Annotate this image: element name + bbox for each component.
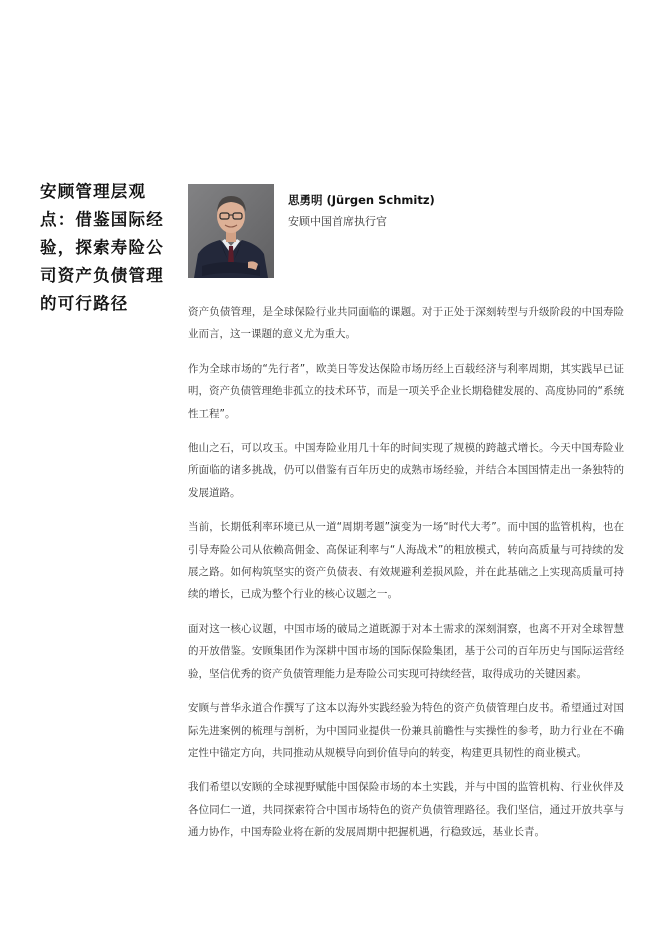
paragraph: 安顾与普华永道合作撰写了这本以海外实践经验为特色的资产负债管理白皮书。希望通过对国际先进案例的梳理与剖析，为中国同业提供一份兼具前瞻性与实操性的参考，助力行业在不确定性中锚定方向，共同推动从规模导向到价值导向的转变，构建更具韧性的商业模式。 [188, 702, 624, 759]
author-role: 安顾中国首席执行官 [288, 215, 387, 228]
paragraph: 他山之石，可以攻玉。中国寿险业用几十年的时间实现了规模的跨越式增长。今天中国寿险业所面临的诸多挑战，仍可以借鉴有百年历史的成熟市场经验，并结合本国国情走出一条独特的发展道路。 [188, 442, 624, 499]
article-title: 安顾管理层观点：借鉴国际经验，探索寿险公司资产负债管理的可行路径 [40, 182, 164, 313]
paragraph: 资产负债管理，是全球保险行业共同面临的课题。对于正处于深刻转型与升级阶段的中国寿险业而言，这一课题的意义尤为重大。 [188, 306, 624, 341]
paragraph: 当前，长期低利率环境已从一道“周期考题”演变为一场“时代大考”。而中国的监管机构，也在引导寿险公司从依赖高佣金、高保证利率与“人海战术”的粗放模式，转向高质量与可持续的发展之路。如何构筑坚实的资产负债表、有效规避利差损风险，并在此基础之上实现高质量可持续的增长，已成为整个行业的核心议题之一。 [188, 521, 624, 601]
author-portrait [188, 184, 274, 278]
paragraph: 作为全球市场的“先行者”，欧美日等发达保险市场历经上百载经济与利率周期，其实践早已证明，资产负债管理绝非孤立的技术环节，而是一项关乎企业长期稳健发展的、高度协同的“系统性工程”。 [188, 362, 624, 420]
article-body [188, 301, 624, 856]
author-name: 思勇明 (Jürgen Schmitz) [288, 193, 435, 207]
paragraph: 我们希望以安顾的全球视野赋能中国保险市场的本土实践，并与中国的监管机构、行业伙伴及各位同仁一道，共同探索符合中国市场特色的资产负债管理路径。我们坚信，通过开放共享与通力协作，中国寿险业将在新的发展周期中把握机遇，行稳致远，基业长青。 [188, 781, 624, 839]
paragraph: 面对这一核心议题，中国市场的破局之道既源于对本土需求的深刻洞察，也离不开对全球智慧的开放借鉴。安顾集团作为深耕中国市场的国际保险集团，基于公司的百年历史与国际运营经验，坚信优秀的资产负债管理能力是寿险公司实现可持续经营，取得成功的关键因素。 [188, 622, 624, 680]
